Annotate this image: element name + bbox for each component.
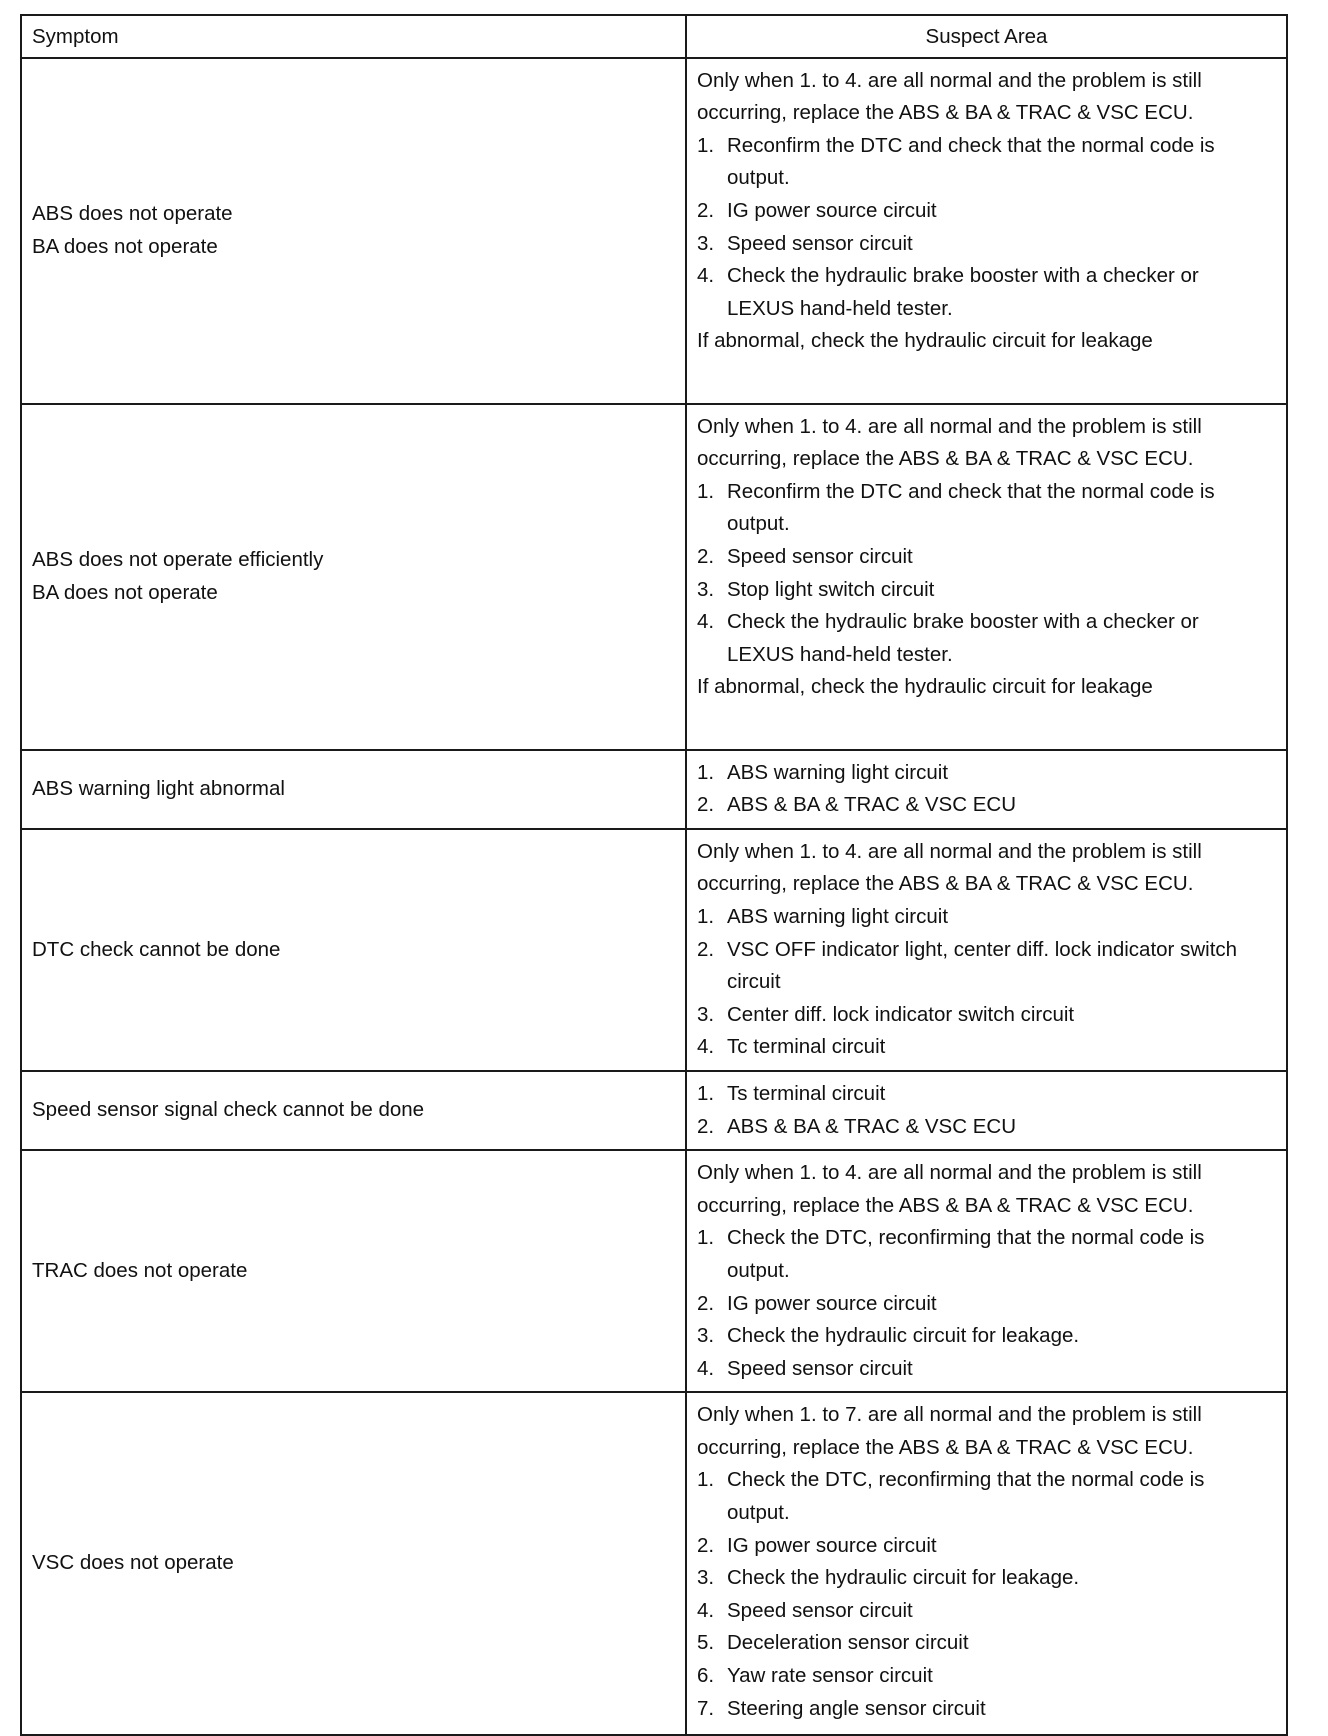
item-number: 2. — [697, 544, 715, 568]
symptom-cell — [21, 404, 686, 750]
suspect-list-item — [697, 1111, 1278, 1144]
item-text-line: output. — [727, 512, 790, 536]
item-text — [727, 195, 1278, 228]
table-row — [21, 1392, 1287, 1735]
item-number: 2. — [697, 198, 715, 222]
item-text-line: LEXUS hand-held tester. — [727, 296, 953, 320]
header-suspect-area: Suspect Area — [686, 15, 1287, 58]
item-text-line: Check the DTC, reconfirming that the normal code is — [727, 1226, 1205, 1250]
item-text-line: Stop light switch circuit — [727, 577, 935, 601]
symptom-cell — [21, 58, 686, 404]
table-row — [21, 829, 1287, 1071]
suspect-intro-text: occurring, replace the ABS & BA & TRAC & VSC ECU. — [697, 1193, 1194, 1217]
suspect-area-cell — [686, 58, 1287, 404]
item-text-line: Center diff. lock indicator switch circuit — [727, 1002, 1075, 1026]
suspect-list-item — [697, 228, 1278, 261]
symptom-cell — [21, 1392, 686, 1735]
item-text — [727, 606, 1278, 671]
item-text-line: output. — [727, 166, 790, 190]
item-number: 1. — [697, 1081, 715, 1105]
item-text-line: Check the hydraulic brake booster with a checker or — [727, 264, 1199, 288]
suspect-list-item — [697, 1595, 1278, 1628]
item-number: 4. — [697, 264, 715, 288]
header-row — [21, 15, 1287, 58]
table-row — [21, 1071, 1287, 1150]
suspect-list-item — [697, 1222, 1278, 1287]
suspect-area-cell — [686, 750, 1287, 829]
item-number: 5. — [697, 1631, 715, 1655]
symptom-text: DTC check cannot be done — [32, 937, 281, 961]
suspect-intro-text: Only when 1. to 4. are all normal and the problem is still — [697, 68, 1202, 92]
item-text — [727, 228, 1278, 261]
symptom-cell — [21, 1071, 686, 1150]
suspect-list-item — [697, 606, 1278, 671]
item-text — [727, 999, 1278, 1032]
item-text — [727, 1530, 1278, 1563]
item-number: 4. — [697, 1356, 715, 1380]
suspect-list-item — [697, 1320, 1278, 1353]
item-text-line: IG power source circuit — [727, 1533, 937, 1557]
item-text — [727, 476, 1278, 541]
item-text — [727, 1353, 1278, 1386]
item-text-line: Check the DTC, reconfirming that the normal code is — [727, 1468, 1205, 1492]
item-text-line: Check the hydraulic circuit for leakage. — [727, 1566, 1080, 1590]
item-text-line: Speed sensor circuit — [727, 1356, 913, 1380]
item-number: 3. — [697, 1002, 715, 1026]
symptom-text: ABS does not operate efficiently — [32, 548, 324, 571]
item-text-line: ABS & BA & TRAC & VSC ECU — [727, 793, 1016, 817]
item-number: 3. — [697, 1324, 715, 1348]
item-text — [727, 1320, 1278, 1353]
item-number: 1. — [697, 1226, 715, 1250]
item-text-line: Yaw rate sensor circuit — [727, 1664, 933, 1688]
item-text-line: Check the hydraulic brake booster with a checker or — [727, 610, 1199, 634]
item-text — [727, 1627, 1278, 1660]
suspect-intro-text: Only when 1. to 4. are all normal and the problem is still — [697, 414, 1202, 438]
symptom-cell — [21, 750, 686, 829]
symptom-text: BA does not operate — [32, 234, 218, 258]
item-text — [727, 1222, 1278, 1287]
suspect-intro-text: occurring, replace the ABS & BA & TRAC & VSC ECU. — [697, 1435, 1194, 1459]
suspect-list-item — [697, 130, 1278, 195]
item-text — [727, 130, 1278, 195]
item-text-line: VSC OFF indicator light, center diff. lock indicator switch — [727, 937, 1238, 961]
table-row — [21, 1150, 1287, 1392]
suspect-list-item — [697, 574, 1278, 607]
item-text — [727, 1078, 1278, 1111]
item-text — [727, 1660, 1278, 1693]
item-number: 4. — [697, 1598, 715, 1622]
item-text — [727, 901, 1278, 934]
item-text — [727, 789, 1278, 822]
item-text — [727, 574, 1278, 607]
item-text-line: IG power source circuit — [727, 198, 937, 222]
symptom-text: Speed sensor signal check cannot be done — [32, 1098, 425, 1122]
item-text-line: Tc terminal circuit — [727, 1035, 886, 1059]
suspect-list-item — [697, 901, 1278, 934]
table-row — [21, 58, 1287, 404]
suspect-list-item — [697, 1530, 1278, 1563]
item-text — [727, 757, 1278, 790]
suspect-area-cell — [686, 1071, 1287, 1150]
item-text-line: Speed sensor circuit — [727, 231, 913, 255]
item-text-line: Speed sensor circuit — [727, 544, 913, 568]
suspect-intro-text: occurring, replace the ABS & BA & TRAC & VSC ECU. — [697, 101, 1194, 125]
item-number: 1. — [697, 1468, 715, 1492]
suspect-area-cell — [686, 1150, 1287, 1392]
item-number: 3. — [697, 1566, 715, 1590]
table-row — [21, 404, 1287, 750]
suspect-area-cell — [686, 404, 1287, 750]
item-number: 6. — [697, 1664, 715, 1688]
problem-symptoms-table — [20, 14, 1288, 1736]
suspect-intro-text: Only when 1. to 7. are all normal and the problem is still — [697, 1403, 1202, 1427]
header-symptom: Symptom — [21, 15, 686, 58]
item-number: 4. — [697, 610, 715, 634]
suspect-list-item — [697, 1464, 1278, 1529]
suspect-list-item — [697, 476, 1278, 541]
item-text-line: LEXUS hand-held tester. — [727, 642, 953, 666]
suspect-list-item — [697, 1078, 1278, 1111]
item-text-line: ABS warning light circuit — [727, 760, 949, 784]
suspect-outro-text: If abnormal, check the hydraulic circuit for leakage — [697, 675, 1153, 699]
suspect-list-item — [697, 1693, 1278, 1726]
suspect-area-cell — [686, 829, 1287, 1071]
item-text-line: ABS & BA & TRAC & VSC ECU — [727, 1114, 1016, 1138]
suspect-intro-text: Only when 1. to 4. are all normal and the problem is still — [697, 1161, 1202, 1185]
suspect-area-cell — [686, 1392, 1287, 1735]
suspect-list-item — [697, 757, 1278, 790]
troubleshooting-table-sheet — [20, 14, 1286, 1736]
item-text-line: Check the hydraulic circuit for leakage. — [727, 1324, 1080, 1348]
suspect-list-item — [697, 999, 1278, 1032]
suspect-outro-text: If abnormal, check the hydraulic circuit for leakage — [697, 329, 1153, 353]
item-text-line: Speed sensor circuit — [727, 1598, 913, 1622]
suspect-list-item — [697, 789, 1278, 822]
symptom-cell — [21, 1150, 686, 1392]
item-text — [727, 1595, 1278, 1628]
item-number: 1. — [697, 479, 715, 503]
suspect-list-item — [697, 1353, 1278, 1386]
suspect-list-item — [697, 541, 1278, 574]
item-text — [727, 260, 1278, 325]
suspect-intro-text: Only when 1. to 4. are all normal and the problem is still — [697, 839, 1202, 863]
suspect-list-item — [697, 1660, 1278, 1693]
item-text — [727, 1288, 1278, 1321]
item-number: 2. — [697, 937, 715, 961]
item-text — [727, 1111, 1278, 1144]
item-text-line: Ts terminal circuit — [727, 1081, 886, 1105]
item-number: 2. — [697, 1114, 715, 1138]
symptom-text: BA does not operate — [32, 580, 218, 604]
item-number: 1. — [697, 904, 715, 928]
item-number: 1. — [697, 133, 715, 157]
item-number: 1. — [697, 760, 715, 784]
item-text-line: ABS warning light circuit — [727, 904, 949, 928]
item-text — [727, 1693, 1278, 1726]
item-text-line: Reconfirm the DTC and check that the normal code is — [727, 133, 1215, 157]
item-number: 4. — [697, 1035, 715, 1059]
suspect-list-item — [697, 1562, 1278, 1595]
item-number: 3. — [697, 231, 715, 255]
suspect-intro-text: occurring, replace the ABS & BA & TRAC & VSC ECU. — [697, 447, 1194, 471]
suspect-list-item — [697, 1031, 1278, 1064]
item-number: 3. — [697, 577, 715, 601]
item-text-line: Reconfirm the DTC and check that the normal code is — [727, 479, 1215, 503]
table-row — [21, 750, 1287, 829]
item-number: 7. — [697, 1696, 715, 1720]
item-text — [727, 934, 1278, 999]
item-text — [727, 1031, 1278, 1064]
item-text-line: Steering angle sensor circuit — [727, 1696, 986, 1720]
item-text-line: Deceleration sensor circuit — [727, 1631, 969, 1655]
item-text-line: output. — [727, 1258, 790, 1282]
suspect-list-item — [697, 195, 1278, 228]
symptom-text: VSC does not operate — [32, 1551, 234, 1575]
item-text-line: circuit — [727, 970, 781, 994]
symptom-text: TRAC does not operate — [32, 1258, 248, 1282]
item-number: 2. — [697, 1291, 715, 1315]
symptom-text: ABS warning light abnormal — [32, 776, 285, 800]
symptom-text: ABS does not operate — [32, 202, 233, 225]
item-text — [727, 1464, 1278, 1529]
item-number: 2. — [697, 1533, 715, 1557]
suspect-list-item — [697, 1627, 1278, 1660]
suspect-intro-text: occurring, replace the ABS & BA & TRAC & VSC ECU. — [697, 872, 1194, 896]
suspect-list-item — [697, 1288, 1278, 1321]
suspect-list-item — [697, 260, 1278, 325]
item-text-line: IG power source circuit — [727, 1291, 937, 1315]
item-text — [727, 1562, 1278, 1595]
suspect-list-item — [697, 934, 1278, 999]
item-number: 2. — [697, 793, 715, 817]
item-text — [727, 541, 1278, 574]
symptom-cell — [21, 829, 686, 1071]
item-text-line: output. — [727, 1501, 790, 1525]
